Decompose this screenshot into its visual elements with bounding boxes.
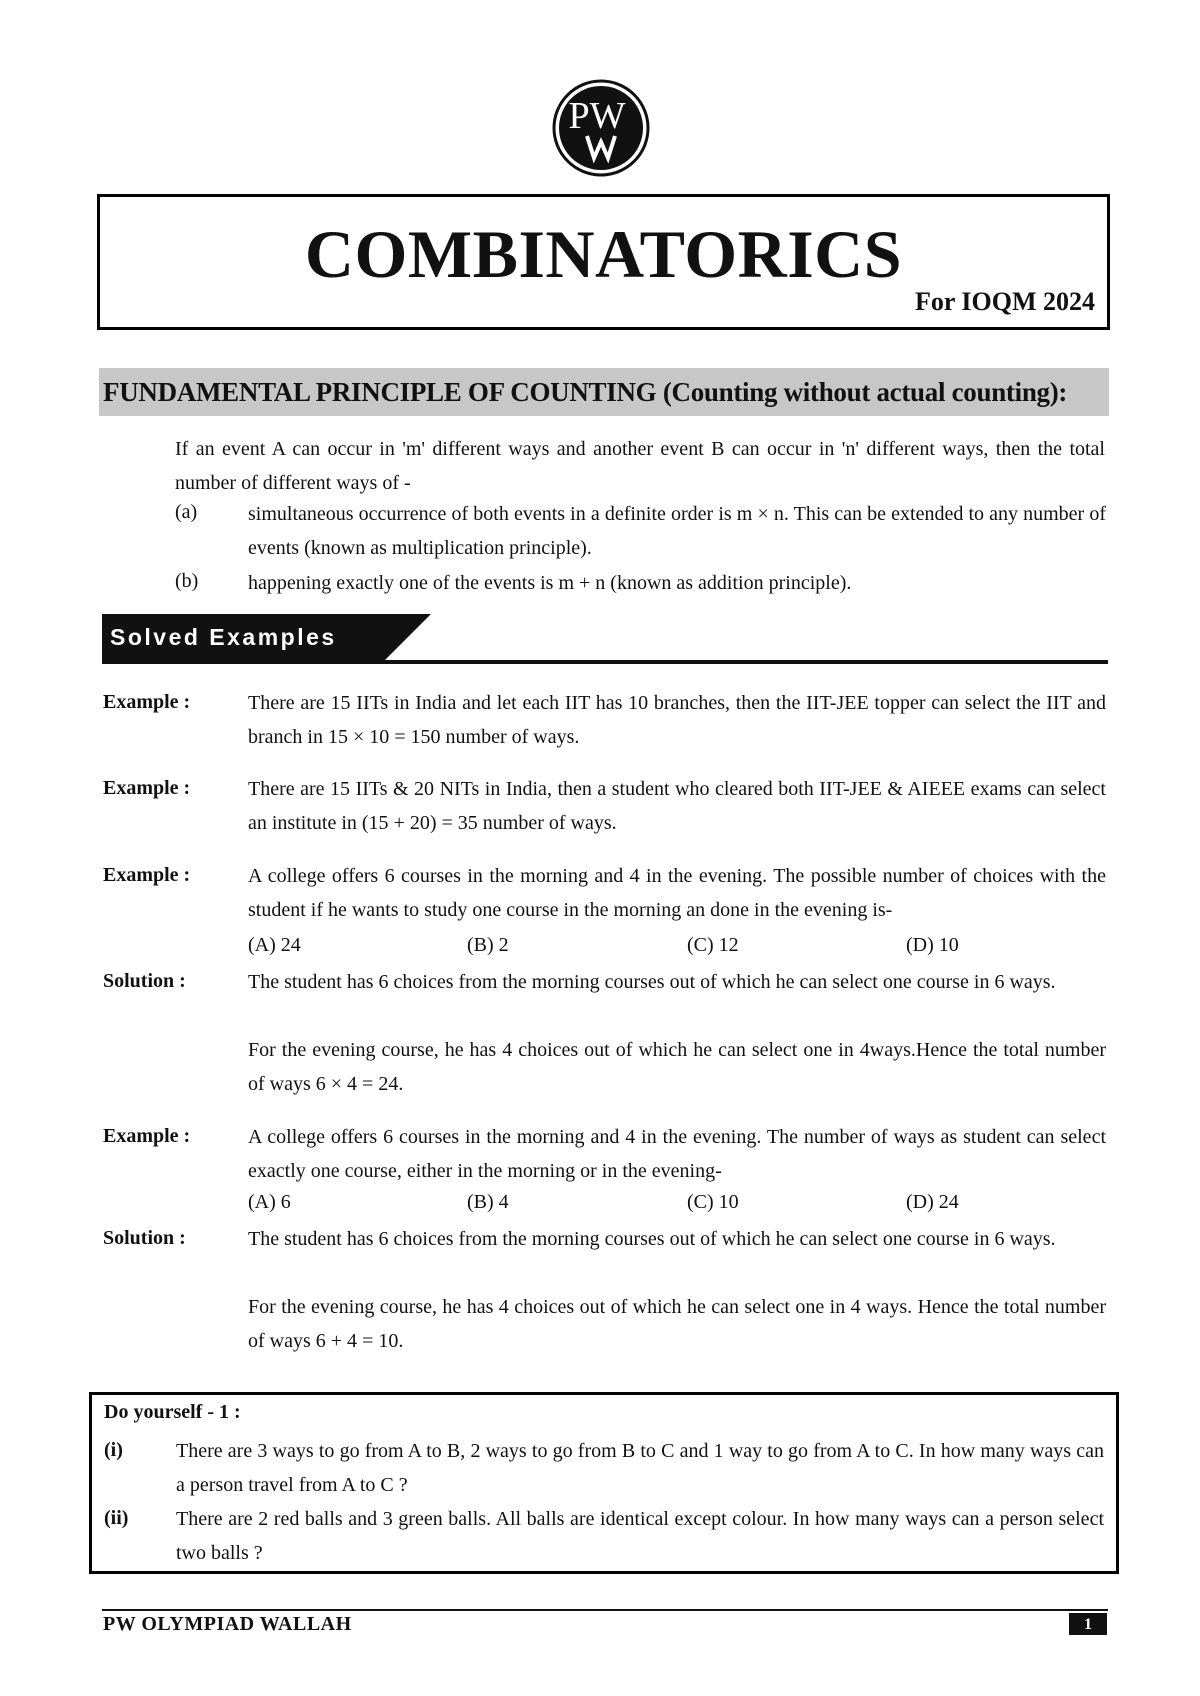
option-b: (B) 2	[467, 934, 509, 956]
example-label: Example :	[103, 864, 191, 886]
page-title: COMBINATORICS	[304, 216, 903, 292]
example-label: Example :	[103, 1125, 191, 1147]
option-a: (A) 6	[248, 1191, 291, 1213]
example-text: There are 15 IITs & 20 NITs in India, then a student who cleared both IIT-JEE & AIEEE exams can select an institute in (15 + 20) = 35 number of ways.	[248, 778, 1106, 834]
solution-text: The student has 6 choices from the morning courses out of which he can select one course in 6 ways.	[248, 971, 1056, 993]
tab-corner	[385, 614, 431, 660]
list-label-a: (a)	[175, 501, 198, 523]
option-c: (C) 12	[687, 934, 739, 956]
solution-text: The student has 6 choices from the morning courses out of which he can select one course in 6 ways.	[248, 1228, 1056, 1250]
footer-brand: PW OLYMPIAD WALLAH	[103, 1613, 352, 1635]
option-d: (D) 10	[906, 934, 959, 956]
option-b: (B) 4	[467, 1191, 509, 1213]
solution-label: Solution :	[103, 970, 186, 992]
page-number: 1	[1069, 1613, 1107, 1635]
pw-logo-icon	[551, 78, 651, 178]
question-text: There are 3 ways to go from A to B, 2 ways to go from B to C and 1 way to go from A to C. In how many ways can a person travel from A to C ?	[176, 1440, 1104, 1496]
do-yourself-box	[89, 1392, 1119, 1574]
example-label: Example :	[103, 777, 191, 799]
example-label: Example :	[103, 691, 191, 713]
footer-rule	[102, 1609, 1108, 1611]
list-text-a: simultaneous occurrence of both events in a definite order is m × n. This can be extended to any number of events (known as multiplication principle).	[248, 503, 1106, 559]
list-label-b: (b)	[175, 570, 199, 592]
solution-text: For the evening course, he has 4 choices out of which he can select one in 4ways.Hence the total number of ways 6 × 4 = 24.	[248, 1039, 1106, 1095]
header-rule	[102, 660, 1108, 664]
title-box	[97, 194, 1110, 330]
question-number: (ii)	[104, 1507, 129, 1529]
solution-text: For the evening course, he has 4 choices out of which he can select one in 4 ways. Hence the total number of ways 6 + 4 = 10.	[248, 1296, 1106, 1352]
question-number: (i)	[104, 1439, 123, 1461]
list-text-b: happening exactly one of the events is m + n (known as addition principle).	[248, 572, 852, 594]
solved-examples-title: Solved Examples	[102, 614, 385, 660]
logo-letter-p: PW	[568, 95, 626, 137]
question-text: There are 2 red balls and 3 green balls. All balls are identical except colour. In how many ways can a person select two balls ?	[176, 1508, 1104, 1564]
example-text: A college offers 6 courses in the morning and 4 in the evening. The number of ways as student can select exactly one course, either in the morning or in the evening-	[248, 1126, 1106, 1182]
solved-examples-header	[102, 614, 1108, 664]
example-text: There are 15 IITs in India and let each IIT has 10 branches, then the IIT-JEE topper can select the IIT and branch in 15 × 10 = 150 number of ways.	[248, 692, 1106, 748]
option-c: (C) 10	[687, 1191, 739, 1213]
page-subtitle: For IOQM 2024	[914, 287, 1095, 316]
option-a: (A) 24	[248, 934, 301, 956]
intro-paragraph: If an event A can occur in 'm' different ways and another event B can occur in 'n' different ways, then the total number of different ways of -	[175, 438, 1105, 494]
section-heading: FUNDAMENTAL PRINCIPLE OF COUNTING (Counting without actual counting):	[99, 368, 1109, 416]
option-d: (D) 24	[906, 1191, 959, 1213]
example-text: A college offers 6 courses in the morning and 4 in the evening. The possible number of choices with the student if he wants to study one course in the morning an done in the evening is-	[248, 865, 1106, 921]
do-yourself-title: Do yourself - 1 :	[104, 1401, 241, 1423]
solution-label: Solution :	[103, 1227, 186, 1249]
